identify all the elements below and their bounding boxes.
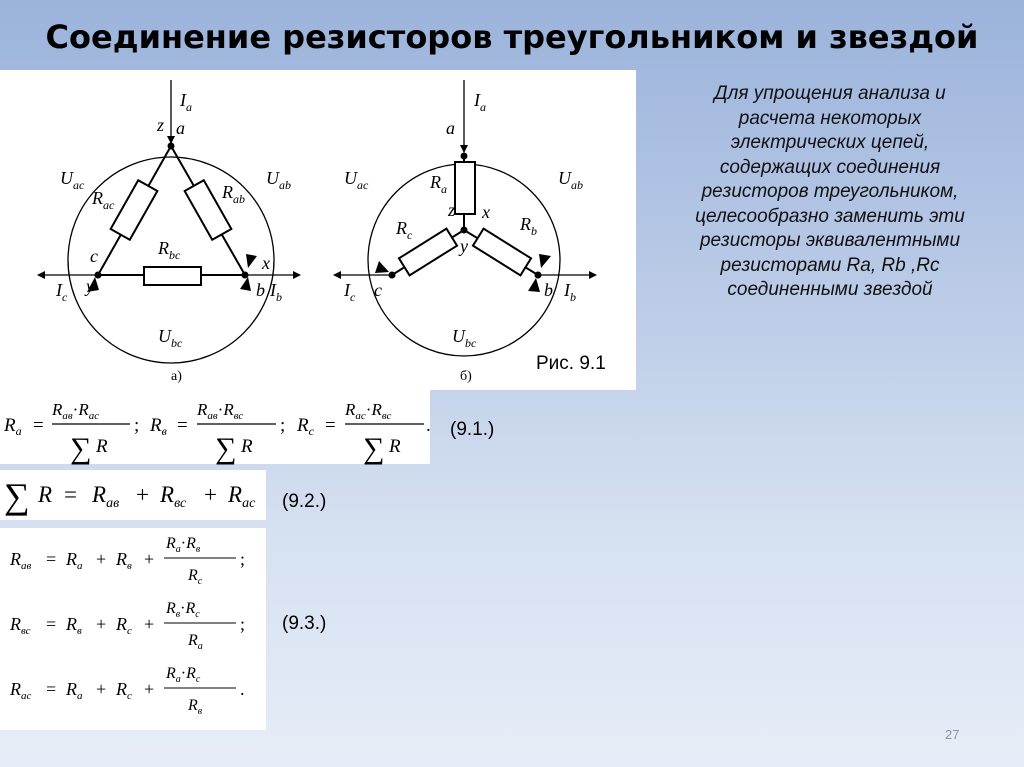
svg-text:+: + [136, 482, 149, 507]
svg-text:R: R [389, 436, 401, 457]
svg-text:Rвс: $R_{вс}$ [10, 614, 31, 637]
svg-text:Ubc: $U_{bc}$ [158, 326, 183, 350]
svg-text:b: b [544, 280, 553, 300]
svg-text:=: = [33, 415, 44, 436]
svg-text:=: = [46, 679, 57, 699]
circuit-diagrams [0, 70, 636, 390]
resistor-rb [473, 229, 531, 276]
svg-text:;: ; [280, 415, 286, 436]
triangle-circuit [38, 80, 300, 384]
equation-9-1-number: (9.1.) [450, 419, 495, 440]
equation-row [9, 600, 245, 652]
equation-row [9, 535, 245, 587]
equation-9-3-panel [0, 528, 266, 730]
svg-text:R: R [96, 436, 108, 457]
svg-text:Ra·Rc: $R_a\cdot R_c$ [166, 665, 201, 685]
svg-text:Rв: $R_в$ [188, 697, 203, 717]
svg-text:Ra·Rв: $R_a\cdot R_в$ [166, 535, 201, 555]
svg-text:Ia: $I_a$ [180, 90, 192, 114]
svg-text:=: = [177, 415, 188, 436]
equation-9-1 [0, 390, 430, 464]
svg-text:Ra: $R_a$ [430, 172, 447, 196]
explanation-text [650, 82, 1010, 303]
svg-text:Rac·Rвс: $R_{ac}\cdot R_{вс}$ [345, 400, 392, 422]
svg-text:Uac: $U_{ac}$ [344, 168, 369, 192]
svg-text:Rb: $R_b$ [520, 214, 537, 238]
equation-9-2-panel [0, 470, 266, 520]
svg-text:а): а) [171, 369, 182, 384]
resistor-rac [111, 180, 158, 240]
svg-text:Rав·Rac: $R_{ав}\cdot R_{ac}$ [52, 400, 100, 422]
resistor-rbc [144, 267, 201, 285]
svg-text:Rbc: $R_{bc}$ [158, 238, 181, 262]
svg-text:Ra: $R_a$ [188, 632, 203, 652]
svg-text:∑: ∑ [363, 432, 385, 465]
svg-text:Uab: $U_{ab}$ [558, 168, 583, 192]
svg-text:б): б) [460, 369, 472, 384]
svg-text:Uac: $U_{ac}$ [60, 168, 85, 192]
svg-text:Ia: $I_a$ [474, 90, 486, 114]
svg-text:a: a [446, 118, 455, 138]
svg-text:z: z [448, 200, 456, 220]
equation-9-2-number: (9.2.) [282, 491, 327, 512]
svg-text:Rc: $R_c$ [297, 415, 314, 438]
resistor-ra [455, 162, 475, 214]
text-line: Для упрощения анализа и [714, 83, 946, 104]
figure-caption: Рис. 9.1 [536, 353, 606, 374]
svg-text:Rab: $R_{ab}$ [222, 182, 245, 206]
svg-text:x: x [262, 253, 270, 273]
svg-text:Ra: $R_a$ [66, 679, 83, 702]
svg-text:Ib: $I_b$ [270, 280, 282, 304]
equation-9-3-number: (9.3.) [282, 613, 327, 634]
text-line: резисторами Ra, Rb ,Rc [720, 254, 940, 276]
svg-text:Rв: $R_в$ [116, 549, 132, 572]
svg-text:y: y [460, 236, 468, 256]
svg-text:Rв: $R_в$ [150, 415, 167, 438]
svg-text:=: = [325, 415, 336, 436]
svg-text:R: R [38, 482, 53, 507]
text-line: целесообразно заменить эти [695, 205, 965, 227]
svg-text:Rав: $R_{ав}$ [10, 549, 32, 572]
svg-text:;: ; [240, 549, 246, 569]
svg-text:;: ; [134, 415, 140, 436]
svg-text:.: . [240, 679, 245, 699]
svg-text:+: + [96, 549, 107, 569]
svg-text:∑: ∑ [215, 432, 237, 465]
svg-text:x: x [482, 202, 490, 222]
svg-text:+: + [144, 549, 155, 569]
svg-text:c: c [90, 246, 98, 266]
page-number: 27 [945, 727, 960, 742]
svg-text:=: = [46, 549, 57, 569]
svg-text:c: c [374, 280, 382, 300]
svg-text:;: ; [240, 614, 246, 634]
svg-text:=: = [46, 614, 57, 634]
svg-text:Rав·Rвс: $R_{ав}\cdot R_{вс}$ [197, 400, 244, 422]
equation-row [9, 665, 245, 717]
svg-text:y: y [86, 276, 94, 296]
svg-text:Rac: $R_{ac}$ [228, 482, 256, 511]
equation-9-1-panel [0, 390, 430, 464]
svg-text:+: + [96, 614, 107, 634]
svg-text:Ubc: $U_{bc}$ [452, 326, 477, 350]
svg-text:Ib: $I_b$ [564, 280, 576, 304]
svg-text:Rв·Rc: $R_в\cdot R_c$ [166, 600, 200, 620]
svg-text:Rc: $R_c$ [116, 679, 132, 702]
equation-9-3 [0, 528, 266, 730]
text-line: расчета некоторых [738, 107, 922, 129]
text-line: резисторов треугольником, [701, 181, 959, 202]
svg-text:+: + [204, 482, 217, 507]
svg-text:Ic: $I_c$ [56, 280, 68, 304]
svg-text:Rвс: $R_{вс}$ [160, 482, 187, 511]
svg-text:Rав: $R_{ав}$ [92, 482, 120, 511]
svg-text:b: b [256, 280, 265, 300]
text-line: содержащих соединения [719, 156, 941, 178]
svg-text:a: a [176, 118, 185, 138]
slide-title: Соединение резисторов треугольником и звездой [45, 18, 979, 56]
svg-text:Ra: $R_a$ [66, 549, 83, 572]
svg-text:Rc: $R_c$ [396, 218, 413, 242]
text-line: соединенными звездой [727, 279, 933, 300]
svg-text:+: + [96, 679, 107, 699]
svg-text:∑: ∑ [70, 432, 92, 465]
svg-text:Ra: $R_a$ [4, 415, 22, 438]
svg-text:Rc: $R_c$ [116, 614, 132, 637]
text-line: электрических цепей, [730, 132, 930, 153]
svg-text:+: + [144, 679, 155, 699]
svg-text:.: . [426, 415, 431, 436]
svg-text:=: = [64, 482, 77, 507]
svg-text:Rac: $R_{ac}$ [92, 188, 115, 212]
svg-text:Rв: $R_в$ [66, 614, 82, 637]
svg-text:z: z [157, 115, 165, 135]
star-circuit [334, 80, 596, 384]
svg-text:R: R [241, 436, 253, 457]
circuit-figure-panel [0, 70, 636, 390]
text-line: резисторы эквивалентными [699, 230, 961, 251]
svg-text:+: + [144, 614, 155, 634]
svg-text:Uab: $U_{ab}$ [266, 168, 291, 192]
svg-text:Rc: $R_c$ [188, 567, 203, 587]
svg-text:Ic: $I_c$ [344, 280, 356, 304]
svg-text:Rac: $R_{ac}$ [10, 679, 32, 702]
svg-text:∑: ∑ [4, 476, 30, 516]
equation-9-2 [0, 470, 266, 520]
